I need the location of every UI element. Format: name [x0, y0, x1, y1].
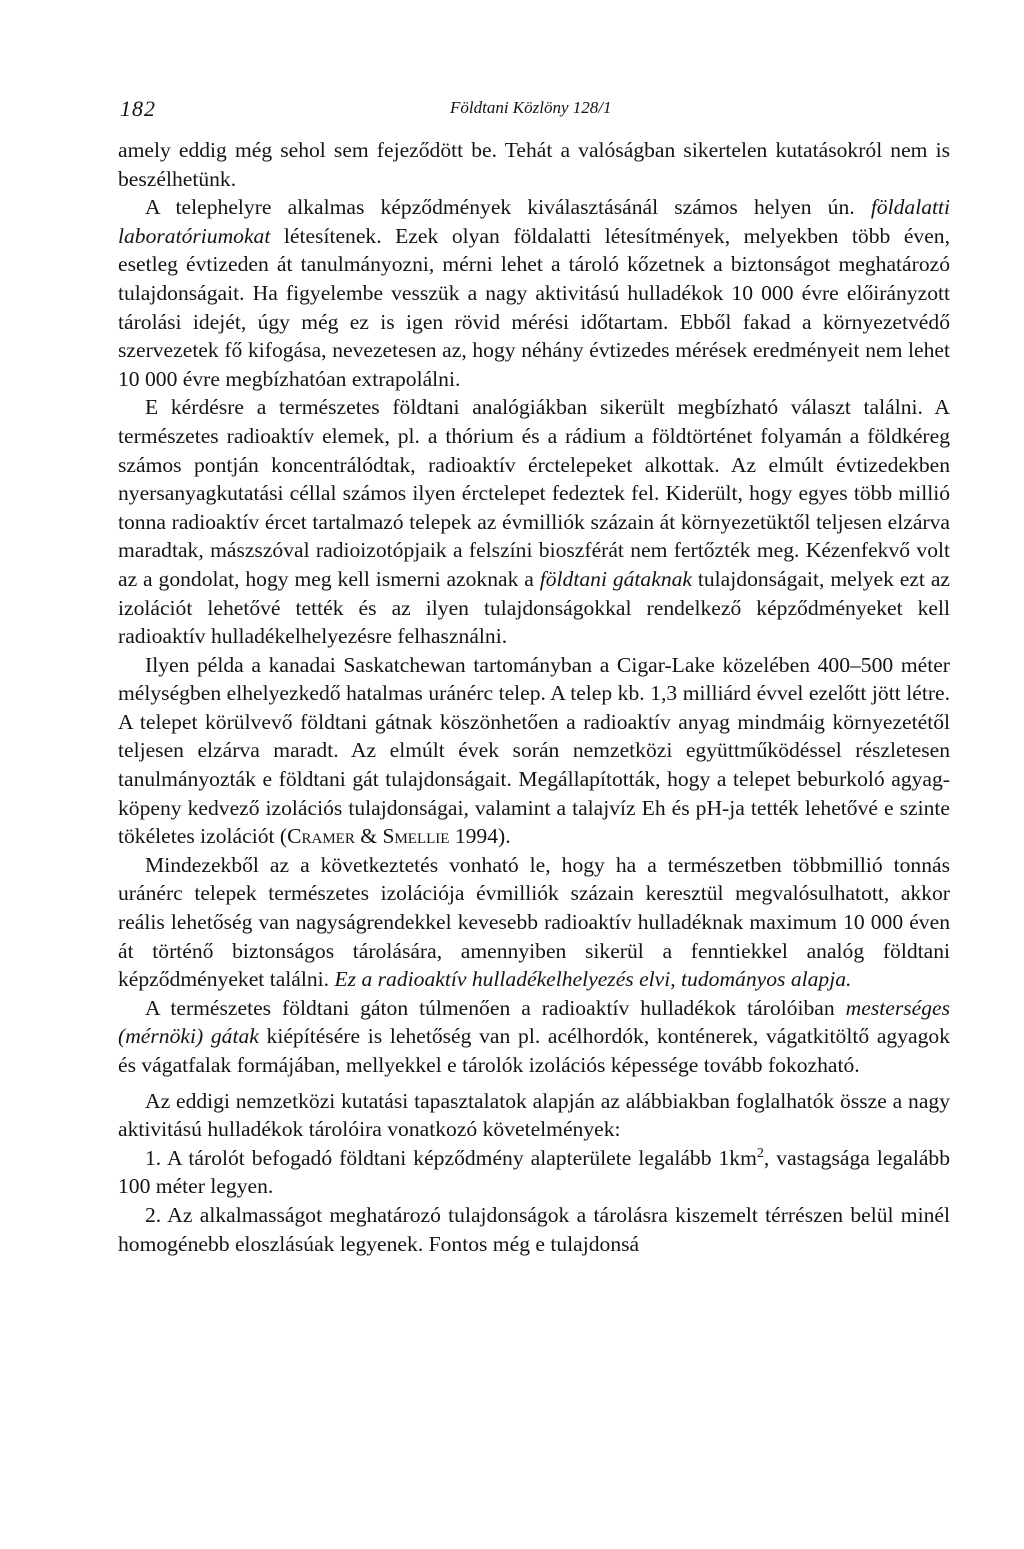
- paragraph-6: [118, 994, 950, 1080]
- requirement-1: [118, 1144, 950, 1201]
- article-body: [118, 136, 950, 1258]
- page-number: 182: [120, 96, 156, 121]
- paragraph-1: amely eddig még sehol sem fejeződött be. Tehát a valóságban sikertelen kutatásokról nem is beszélhetünk.: [118, 138, 950, 191]
- requirement-1-text-b: , vastagsága legalább 100 méter legyen.: [118, 1145, 950, 1199]
- running-head: Földtani Közlöny 128/1: [450, 98, 612, 117]
- requirement-1-text-a: 1. A tárolót befogadó földtani képződmény alapterülete legalább 1km: [145, 1145, 757, 1170]
- paragraph-3-text-c: tulajdonságait, melyek ezt az izolációt lehetővé tették és az ilyen tulajdonságokkal rendelkező képződményeket kell radioaktív hulladékelhelyezésre felhasználni.: [118, 566, 950, 649]
- paragraph-5-text-a: Mindezekből az a következtetés vonható le, hogy ha a természetben többmillió tonnás uránérc telepek természetes izolációja évmilliók százain keresztül megvalósulhatott, akkor reális lehetőség van nagyságrendekkel kevesebb radioaktív hulladéknak maximum 10 000 éven át történő biztonságos tárolására, amennyiben sikerül a fenntiekkel analóg földtani képződményeket találni.: [118, 852, 950, 992]
- citation-ampersand: &: [354, 824, 383, 849]
- superscript-2: 2: [756, 1144, 764, 1161]
- requirement-2: 2. Az alkalmasságot meghatározó tulajdonságok a tárolásra kiszemelt térrészen belül minél homogénebb eloszlásúak legyenek. Fontos még e tulajdonsá: [118, 1202, 950, 1256]
- paragraph-5-emphasis: Ez a radioaktív hulladékelhelyezés elvi, tudományos alapja.: [334, 967, 852, 992]
- page-header: [118, 96, 950, 136]
- paragraph-6-text-a: A természetes földtani gáton túlmenően a radioaktív hulladékok tárolóiban: [145, 995, 846, 1020]
- paragraph-5: [118, 851, 950, 994]
- paragraph-7: Az eddigi nemzetközi kutatási tapasztalatok alapján az alábbiakban foglalhatók össze a nagy aktivitású hulladékok tárolóira vonatkozó követelmények:: [118, 1088, 950, 1142]
- paragraph-6-emphasis: mesterséges (mérnöki) gátak: [118, 995, 950, 1049]
- paragraph-2-text-a: A telephelyre alkalmas képződmények kiválasztásánál számos helyen ún.: [145, 195, 871, 220]
- paragraph-2-text-c: létesítenek. Ezek olyan földalatti létesítmények, melyekben több éven, esetleg évtizeden át tanulmányozni, mérni lehet a tároló kőzetnek a biztonságot meghatározó tulajdonságait. Ha figyelembe vesszük a nagy aktivitású hulladékok 10 000 évre előirányzott tárolási idejét, úgy még ez is igen rövid mérési időtartam. Ebből fakad a környezetvédő szervezetek fő kifogása, nevezetesen az, hogy néhány évtizedes mérések eredményeit nem lehet 10 000 évre megbízhatóan extrapolálni.: [118, 223, 950, 391]
- paragraph-4: [118, 651, 950, 851]
- citation-year: 1994).: [449, 824, 511, 849]
- citation-author-1: Cramer: [287, 824, 355, 849]
- paragraph-3: [118, 393, 950, 650]
- paragraph-3-emphasis: földtani gátaknak: [539, 566, 692, 591]
- paragraph-4-text-a: Ilyen példa a kanadai Saskatchewan tartományban a Cigar-Lake közelében 400–500 méter mélységben elhelyezkedő hatalmas uránérc telep. A telep kb. 1,3 milliárd évvel ezelőtt jött létre. A telepet körülvevő földtani gátnak köszönhetően a radioaktív anyag mindmáig környezetétől teljesen elzárva maradt. Az elmúlt évek során nemzetközi együttműködéssel részletesen tanulmányozták e földtani gát tulajdonságait. Megállapították, hogy a telepet beburkoló agyagköpeny kedvező izolációs tulajdonságai, valamint a talajvíz Eh és pH-ja tették lehetővé e szinte tökéletes izolációt (: [118, 652, 950, 849]
- paragraph-6-text-c: kiépítésére is lehetőség van pl. acélhordók, konténerek, vágatkitöltő agyagok és vágatfalak formájában, mellyekkel e tárolók izolációs képessége tovább fokozható.: [118, 1024, 950, 1077]
- paragraph-2: [118, 193, 950, 393]
- paragraph-3-text-a: E kérdésre a természetes földtani analógiákban sikerült megbízható választ találni. A természetes radioaktív elemek, pl. a thórium és a rádium a földtörténet folyamán a földkéreg számos pontján koncentrálódtak, radioaktív érctelepeket alkottak. Az elmúlt évtizedekben nyersanyagkutatási céllal számos ilyen érctelepet fedeztek fel. Kiderült, hogy egyes több millió tonna radioaktív ércet tartalmazó telepek az évmilliók százain át környezetüktől teljesen elzárva maradtak, mászszóval radioizotópjaik a felszíni bioszférát nem fertőzték meg. Kézenfekvő volt az a gondolat, hogy meg kell ismerni azoknak a: [118, 395, 950, 591]
- citation-author-2: Smellie: [382, 824, 450, 849]
- paragraph-2-emphasis: földalatti laboratóriumokat: [118, 195, 950, 248]
- journal-page: [118, 96, 950, 1258]
